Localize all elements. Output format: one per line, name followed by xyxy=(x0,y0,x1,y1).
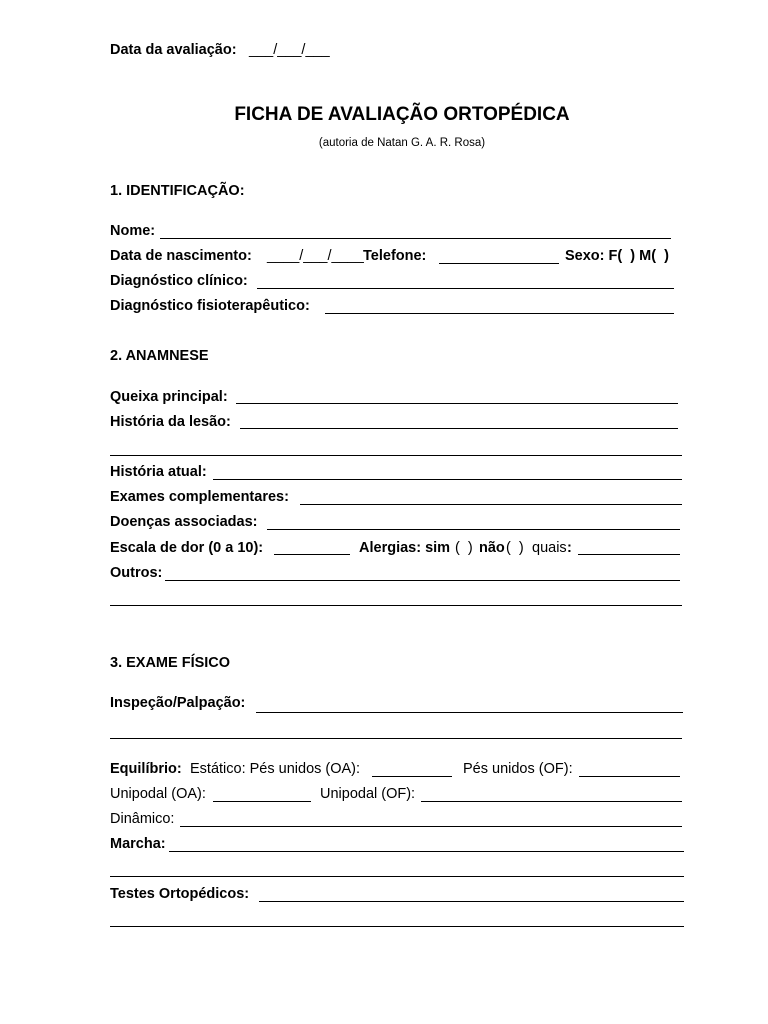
diagnostico-fisio-label: Diagnóstico fisioterapêutico: xyxy=(110,298,310,314)
exames-field[interactable] xyxy=(300,504,682,505)
diagnostico-clinico-label: Diagnóstico clínico: xyxy=(110,273,248,289)
section-identificacao-heading: 1. IDENTIFICAÇÃO: xyxy=(110,183,245,199)
alergias-nao-label: não xyxy=(479,540,505,556)
doencas-field[interactable] xyxy=(267,529,680,530)
pes-unidos-of-label: Pés unidos (OF): xyxy=(463,761,573,777)
quais-label: quais xyxy=(532,540,567,556)
pes-unidos-of-field[interactable] xyxy=(579,776,680,777)
inspecao-field[interactable] xyxy=(256,712,683,713)
marcha-field-line2[interactable] xyxy=(110,876,684,877)
nome-field[interactable] xyxy=(160,238,671,239)
nascimento-label: Data de nascimento: xyxy=(110,248,252,264)
diagnostico-clinico-field[interactable] xyxy=(257,288,674,289)
alergias-sim-checkbox[interactable]: ( ) xyxy=(455,540,473,556)
section-anamnese-heading: 2. ANAMNESE xyxy=(110,348,209,364)
quais-colon: : xyxy=(567,540,572,556)
historia-atual-field[interactable] xyxy=(213,479,682,480)
inspecao-field-line2[interactable] xyxy=(110,738,682,739)
estatico-oa-label: Estático: Pés unidos (OA): xyxy=(190,761,361,777)
marcha-label: Marcha: xyxy=(110,836,166,852)
queixa-field[interactable] xyxy=(236,403,678,404)
outros-label: Outros: xyxy=(110,565,163,581)
unipodal-oa-field[interactable] xyxy=(213,801,311,802)
escala-dor-field[interactable] xyxy=(274,554,350,555)
dinamico-field[interactable] xyxy=(180,826,682,827)
testes-field-line2[interactable] xyxy=(110,926,684,927)
historia-lesao-field-line2[interactable] xyxy=(110,455,682,456)
historia-atual-label: História atual: xyxy=(110,464,207,480)
estatico-oa-field[interactable] xyxy=(372,776,452,777)
telefone-field[interactable] xyxy=(439,263,559,264)
historia-lesao-field[interactable] xyxy=(240,428,678,429)
nome-label: Nome: xyxy=(110,223,156,239)
nascimento-field[interactable]: ____/___/____ xyxy=(267,248,364,264)
section-exame-fisico-heading: 3. EXAME FÍSICO xyxy=(110,655,231,671)
telefone-label: Telefone: xyxy=(363,248,427,264)
outros-field[interactable] xyxy=(165,580,680,581)
diagnostico-fisio-field[interactable] xyxy=(325,313,674,314)
escala-dor-label: Escala de dor (0 a 10): xyxy=(110,540,264,556)
dinamico-label: Dinâmico: xyxy=(110,811,175,827)
unipodal-oa-label: Unipodal (OA): xyxy=(110,786,206,802)
exames-label: Exames complementares: xyxy=(110,489,289,505)
evaluation-date-field[interactable]: ___/___/___ xyxy=(249,42,330,58)
quais-field[interactable] xyxy=(578,554,680,555)
sexo-label[interactable]: Sexo: F( ) M( ) xyxy=(565,248,669,264)
unipodal-of-field[interactable] xyxy=(421,801,682,802)
page-subtitle: (autoria de Natan G. A. R. Rosa) xyxy=(318,137,486,149)
alergias-nao-checkbox[interactable]: ( ) xyxy=(506,540,524,556)
alergias-label: Alergias: sim xyxy=(359,540,451,556)
page-title: FICHA DE AVALIAÇÃO ORTOPÉDICA xyxy=(234,104,570,125)
doencas-label: Doenças associadas: xyxy=(110,514,258,530)
testes-label: Testes Ortopédicos: xyxy=(110,886,250,902)
historia-lesao-label: História da lesão: xyxy=(110,414,231,430)
inspecao-label: Inspeção/Palpação: xyxy=(110,695,246,711)
equilibrio-label: Equilíbrio: xyxy=(110,761,182,777)
unipodal-of-label: Unipodal (OF): xyxy=(320,786,416,802)
outros-field-line2[interactable] xyxy=(110,605,682,606)
marcha-field[interactable] xyxy=(169,851,684,852)
testes-field[interactable] xyxy=(259,901,684,902)
queixa-label: Queixa principal: xyxy=(110,389,228,405)
evaluation-date-label: Data da avaliação: xyxy=(110,42,237,58)
